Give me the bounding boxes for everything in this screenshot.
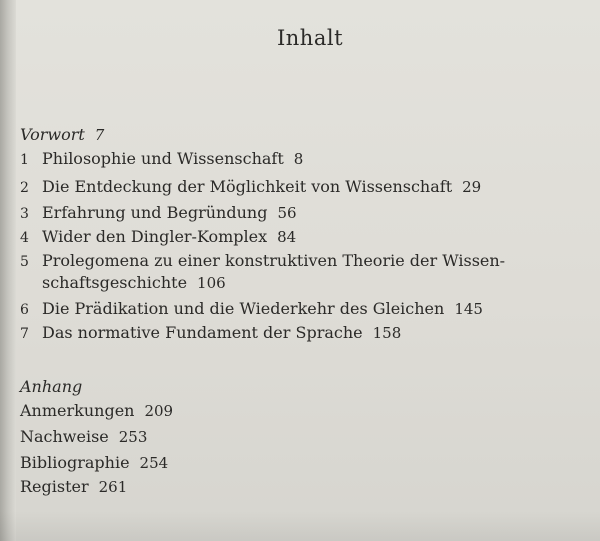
chapter-title: Die Entdeckung der Möglichkeit von Wissenschaft bbox=[42, 177, 453, 196]
toc-entry-appendix-3 bbox=[20, 452, 168, 474]
chapter-title: Die Prädikation und die Wiederkehr des Gleichen bbox=[42, 299, 445, 318]
page-binding bbox=[0, 0, 16, 541]
chapter-number: 1 bbox=[20, 152, 29, 168]
toc-entry-appendix-1 bbox=[20, 400, 173, 422]
chapter-page: 106 bbox=[197, 274, 226, 292]
toc-entry-chapter-5-continued bbox=[20, 272, 226, 294]
chapter-page: 84 bbox=[277, 228, 297, 246]
page-shadow bbox=[0, 511, 600, 541]
toc-title: Inhalt bbox=[276, 26, 344, 50]
chapter-title: Erfahrung und Begründung bbox=[42, 203, 268, 222]
appendix-heading: Anhang bbox=[20, 377, 83, 396]
chapter-number: 3 bbox=[20, 206, 29, 222]
chapter-number: 6 bbox=[20, 302, 29, 318]
toc-entry-appendix-4 bbox=[20, 476, 127, 498]
chapter-page: 56 bbox=[277, 204, 297, 222]
chapter-number: 4 bbox=[20, 230, 29, 246]
toc-entry-chapter-4 bbox=[20, 226, 296, 249]
chapter-number: 2 bbox=[20, 180, 29, 196]
chapter-page: 145 bbox=[454, 300, 483, 318]
appendix-title: Nachweise bbox=[20, 427, 109, 446]
toc-entry-chapter-7 bbox=[20, 322, 401, 345]
appendix-page: 209 bbox=[144, 402, 174, 420]
chapter-number: 7 bbox=[20, 326, 29, 342]
chapter-title: Das normative Fundament der Sprache bbox=[42, 323, 363, 342]
appendix-title: Anmerkungen bbox=[20, 401, 135, 420]
appendix-page: 254 bbox=[139, 454, 169, 472]
preface-label: Vorwort bbox=[20, 125, 85, 144]
appendix-page: 253 bbox=[118, 428, 148, 446]
chapter-number: 5 bbox=[20, 254, 29, 270]
toc-entry-chapter-5 bbox=[20, 250, 505, 273]
chapter-page: 8 bbox=[293, 150, 304, 168]
preface-page: 7 bbox=[94, 126, 105, 144]
toc-entry-chapter-1 bbox=[20, 148, 303, 171]
chapter-page: 158 bbox=[372, 324, 402, 342]
chapter-title: Wider den Dingler-Komplex bbox=[42, 227, 268, 246]
toc-entry-chapter-2 bbox=[20, 176, 481, 199]
appendix-title: Bibliographie bbox=[20, 453, 130, 472]
chapter-title-continued: schaftsgeschichte bbox=[42, 273, 188, 292]
toc-entry-chapter-3 bbox=[20, 202, 297, 225]
appendix-title: Register bbox=[20, 477, 89, 496]
toc-entry-preface bbox=[20, 124, 104, 146]
toc-entry-appendix-2 bbox=[20, 426, 147, 448]
appendix-page: 261 bbox=[98, 478, 128, 496]
chapter-title: Prolegomena zu einer konstruktiven Theorie der Wissen- bbox=[42, 251, 506, 270]
chapter-title: Philosophie und Wissenschaft bbox=[42, 149, 284, 168]
toc-entry-chapter-6 bbox=[20, 298, 483, 321]
chapter-page: 29 bbox=[462, 178, 482, 196]
